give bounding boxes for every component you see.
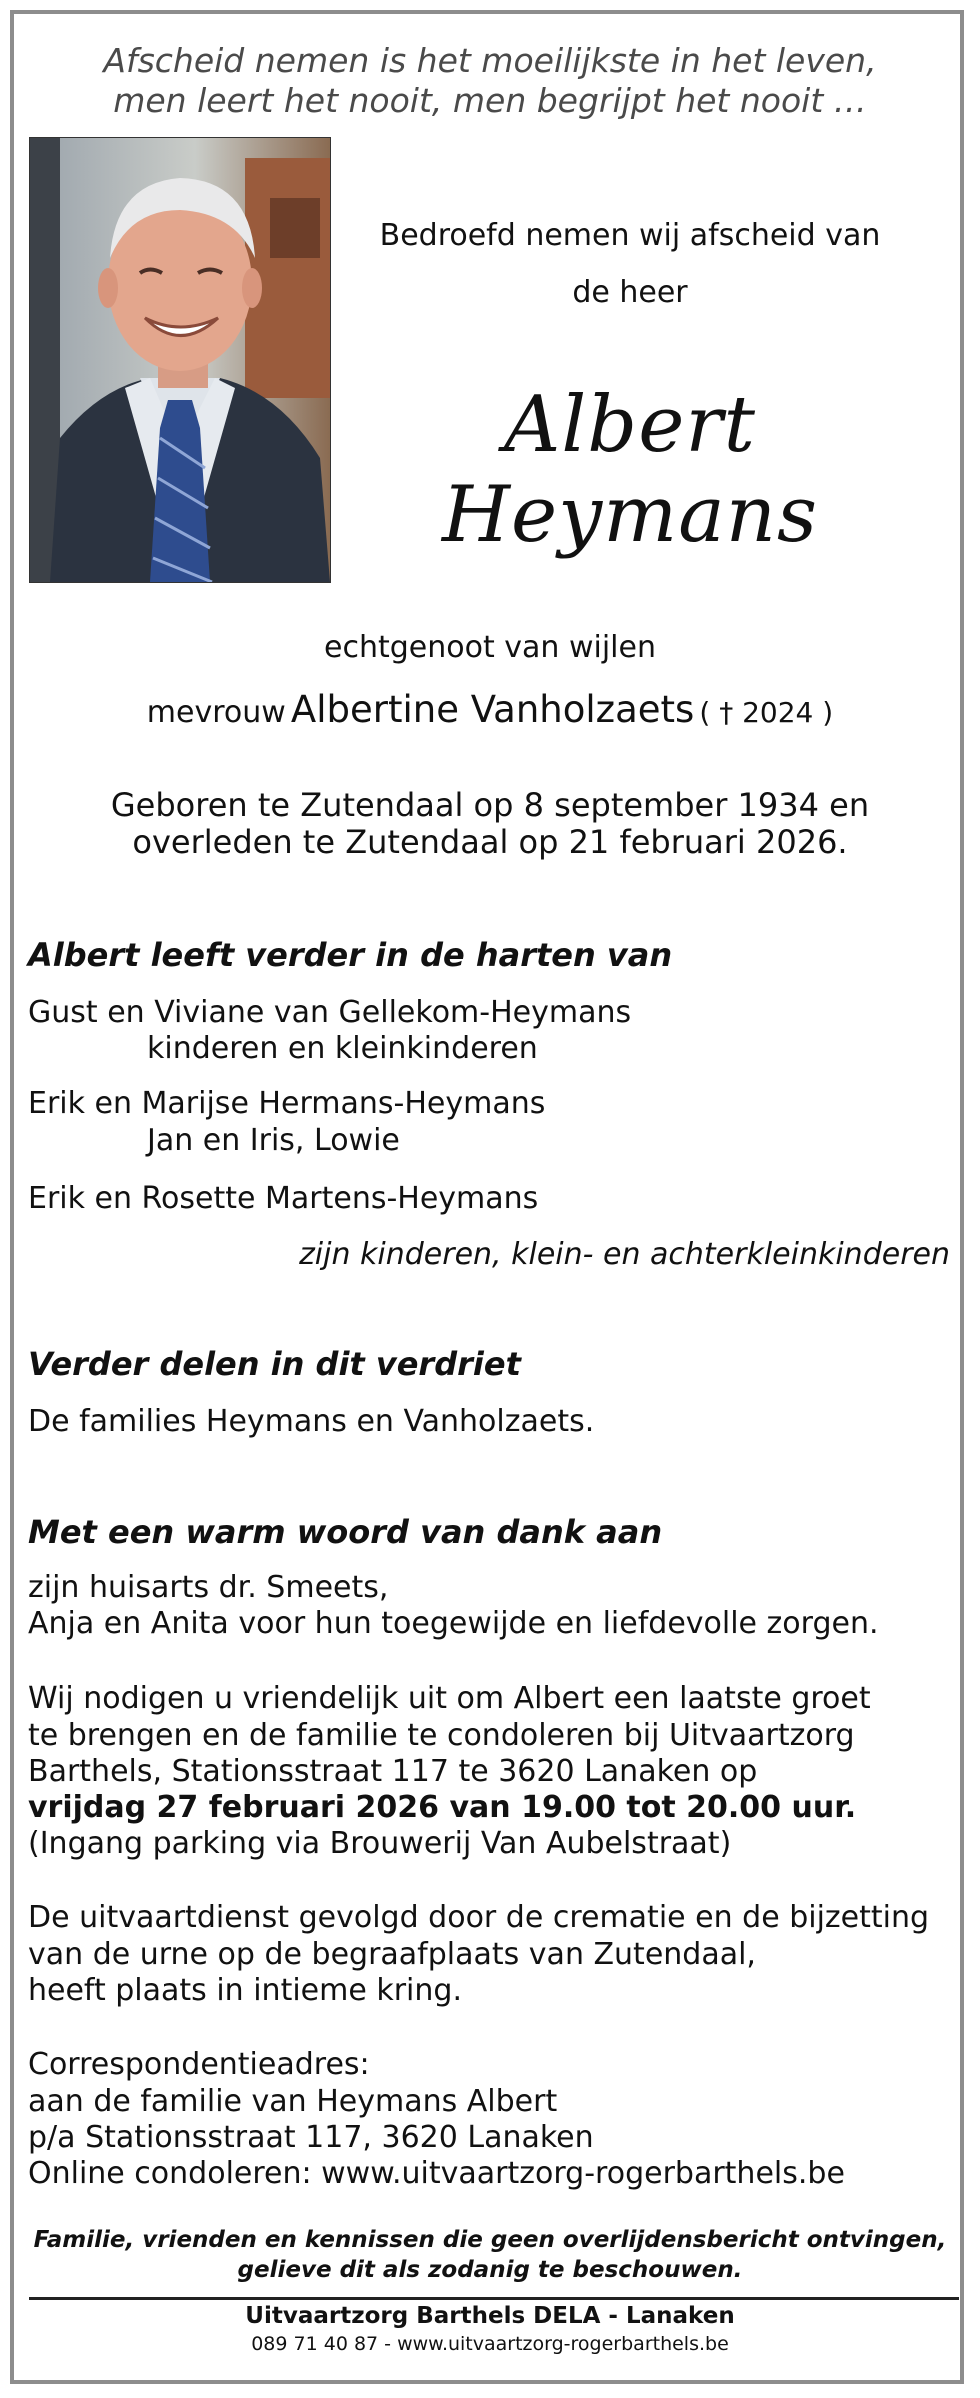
invite-line-2: te brengen en de familie te condoleren bij Uitvaartzorg [28,1718,855,1753]
family-closing: zijn kinderen, klein- en achterkleinkinderen [299,1237,950,1272]
notice-line-2: gelieve dit als zodanig te beschouwen. [237,2257,743,2283]
invite-line-1: Wij nodigen u vriendelijk uit om Albert een laatste groet [28,1681,871,1716]
correspondence-line-2: aan de familie van Heymans Albert [28,2084,558,2119]
intro-line-1: Bedroefd nemen wij afscheid van [379,218,881,253]
deceased-name-signature: Albert Heymans [442,380,818,560]
spouse-name: Albertine Vanholzaets [290,688,695,731]
footer-company: Uitvaartzorg Barthels DELA - Lanaken [245,2303,735,2329]
dates-line-2: overleden te Zutendaal op 21 februari 2026. [132,823,848,861]
service-line-2: van de urne op de begraafplaats van Zutendaal, [28,1937,756,1972]
dates-line-1: Geboren te Zutendaal op 8 september 1934 en [110,786,870,824]
family-1-sub: kinderen en kleinkinderen [147,1031,538,1066]
quote-line-2: men leert het nooit, men begrijpt het nooit … [113,81,867,120]
notice-line-1: Familie, vrienden en kennissen die geen overlijdensbericht ontvingen, [33,2227,947,2253]
spouse-note: ( † 2024 ) [699,696,834,729]
grief-text: De families Heymans en Vanholzaets. [28,1404,595,1439]
family-1: Gust en Viviane van Gellekom-Heymans [28,995,632,1030]
thanks-line-1: zijn huisarts dr. Smeets, [28,1570,389,1605]
section-heading-family: Albert leeft verder in de harten van [28,936,673,974]
footer-contact: 089 71 40 87 - www.uitvaartzorg-rogerbarthels.be [251,2333,729,2355]
portrait-photo [29,137,331,583]
invite-date-time: vrijdag 27 februari 2026 van 19.00 tot 20.00 uur. [28,1790,857,1825]
family-2: Erik en Marijse Hermans-Heymans [28,1086,546,1121]
family-2-sub: Jan en Iris, Lowie [147,1123,400,1158]
intro-line-2: de heer [572,275,688,310]
section-heading-grief: Verder delen in dit verdriet [28,1345,521,1383]
spouse-line-2 [0,688,980,731]
footer-divider [29,2297,959,2300]
online-condolences-link[interactable]: Online condoleren: www.uitvaartzorg-rogerbarthels.be [28,2156,845,2191]
family-3: Erik en Rosette Martens-Heymans [28,1181,539,1216]
spouse-prefix: mevrouw [146,695,286,730]
quote-line-1: Afscheid nemen is het moeilijkste in het leven, [103,41,877,80]
service-line-1: De uitvaartdienst gevolgd door de crematie en de bijzetting [28,1900,930,1935]
spouse-line-1: echtgenoot van wijlen [324,630,656,665]
correspondence-heading: Correspondentieadres: [28,2047,370,2082]
service-line-3: heeft plaats in intieme kring. [28,1973,462,2008]
invite-line-3: Barthels, Stationsstraat 117 te 3620 Lanaken op [28,1754,758,1789]
correspondence-line-3: p/a Stationsstraat 117, 3620 Lanaken [28,2120,594,2155]
invite-line-5: (Ingang parking via Brouwerij Van Aubelstraat) [28,1826,732,1861]
section-heading-thanks: Met een warm woord van dank aan [28,1513,663,1551]
thanks-line-2: Anja en Anita voor hun toegewijde en liefdevolle zorgen. [28,1606,879,1641]
